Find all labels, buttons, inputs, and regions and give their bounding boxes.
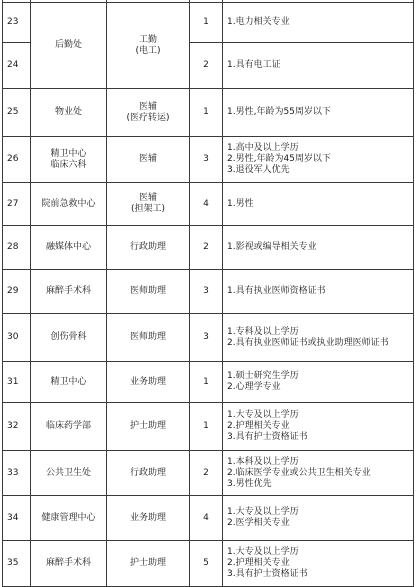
row-number xyxy=(3,541,30,586)
count-cell xyxy=(190,270,222,313)
department-cell xyxy=(31,362,106,402)
department-cell-text: 公共卫生处 xyxy=(45,467,91,478)
position-cell-text: 业务助理 xyxy=(129,512,166,523)
department-cell xyxy=(31,137,106,182)
department-cell xyxy=(31,403,106,450)
row-number xyxy=(3,137,30,182)
requirements-cell xyxy=(223,3,413,42)
count-cell-text: 3 xyxy=(203,286,209,296)
position-cell xyxy=(107,226,189,269)
row-number-text: 35 xyxy=(7,558,19,568)
requirements-cell xyxy=(223,43,413,88)
requirements-cell-line: 2.临床医学专业或公共卫生相关专业 xyxy=(227,467,371,478)
requirements-cell xyxy=(223,89,413,136)
requirements-cell-line: 3.男性优先 xyxy=(227,478,272,489)
requirements-cell-line: 2.护理相关专业 xyxy=(227,421,290,431)
department-cell-text: 院前急救中心 xyxy=(41,198,96,209)
position-cell-text: 医辅 xyxy=(138,154,157,164)
row-number-text: 33 xyxy=(7,467,19,478)
requirements-cell xyxy=(223,362,413,402)
department-cell-text: 健康管理中心 xyxy=(41,512,96,523)
requirements-cell-line: 2.具有执业医师证书或执业助理医师证书 xyxy=(227,337,389,348)
requirements-cell-line: 3.具有护士资格证书 xyxy=(227,569,308,579)
requirements-cell xyxy=(223,183,413,225)
row-number-text: 26 xyxy=(7,154,19,164)
position-cell xyxy=(107,183,189,225)
position-cell xyxy=(107,496,189,540)
requirements-cell xyxy=(223,314,413,361)
requirements-cell xyxy=(223,451,413,495)
department-cell-text: 临床药学部 xyxy=(45,421,91,431)
requirements-cell-line: 1.硕士研究生学历 xyxy=(227,371,299,381)
count-cell-text: 2 xyxy=(203,242,209,252)
row-number xyxy=(3,496,30,540)
position-cell-text: 行政助理 xyxy=(129,467,166,478)
position-cell xyxy=(107,403,189,450)
requirements-cell-line: 1.大专及以上学历 xyxy=(227,507,299,517)
requirements-cell-line: 1.高中及以上学历 xyxy=(227,143,299,153)
department-cell xyxy=(31,541,106,586)
count-cell-text: 2 xyxy=(203,467,209,478)
count-cell-text: 1 xyxy=(203,376,209,387)
position-cell xyxy=(107,270,189,313)
count-cell-text: 1 xyxy=(203,17,209,27)
position-cell xyxy=(107,137,189,182)
department-cell-text: 融媒体中心 xyxy=(45,242,91,252)
requirements-cell-line: 1.具有电工证 xyxy=(227,60,281,70)
row-number xyxy=(3,3,30,42)
row-number-text: 24 xyxy=(7,60,19,70)
requirements-cell-line: 2.男性,年龄为45周岁以下 xyxy=(227,154,331,164)
requirements-cell xyxy=(223,226,413,269)
position-cell xyxy=(107,541,189,586)
row-number xyxy=(3,183,30,225)
count-cell xyxy=(190,403,222,450)
count-cell xyxy=(190,314,222,361)
position-cell-text: 工勤 xyxy=(138,34,157,45)
count-cell-text: 3 xyxy=(203,332,209,342)
requirements-cell xyxy=(223,403,413,450)
row-number xyxy=(3,226,30,269)
row-number-text: 30 xyxy=(7,332,19,342)
count-cell xyxy=(190,496,222,540)
count-cell-text: 4 xyxy=(203,512,209,523)
count-cell xyxy=(190,89,222,136)
row-number xyxy=(3,403,30,450)
row-number-text: 32 xyxy=(7,421,19,431)
row-number-text: 28 xyxy=(7,242,19,252)
department-cell-text: 后勤处 xyxy=(54,40,82,50)
requirements-cell-line: 1.本科及以上学历 xyxy=(227,456,299,467)
count-cell-text: 3 xyxy=(203,154,209,164)
requirements-cell-line: 2.医学相关专业 xyxy=(227,518,290,528)
department-cell-text: 精卫中心 xyxy=(50,376,87,387)
row-number xyxy=(3,89,30,136)
requirements-cell-line: 1.专科及以上学历 xyxy=(227,326,299,337)
count-cell-text: 2 xyxy=(203,60,209,70)
position-cell-text: (电工) xyxy=(135,45,161,56)
requirements-cell-line: 1.影视或编导相关专业 xyxy=(227,242,317,252)
department-cell xyxy=(31,3,106,88)
count-cell xyxy=(190,451,222,495)
row-number-text: 25 xyxy=(7,107,19,117)
position-cell xyxy=(107,3,189,88)
row-number xyxy=(3,43,30,88)
requirements-cell-line: 2.心理学专业 xyxy=(227,382,281,392)
position-cell xyxy=(107,362,189,402)
position-cell-text: 业务助理 xyxy=(129,376,166,387)
count-cell-text: 4 xyxy=(203,198,209,209)
position-cell-text: 护士助理 xyxy=(129,421,166,431)
count-cell-text: 5 xyxy=(203,558,209,568)
requirements-cell-line: 3.具有护士资格证书 xyxy=(227,432,308,442)
position-cell-text: (担架工) xyxy=(130,204,166,214)
position-cell-text: 医辅 xyxy=(138,193,157,203)
requirements-cell-line: 1.大专及以上学历 xyxy=(227,547,299,557)
count-cell xyxy=(190,226,222,269)
requirements-cell-line: 1.电力相关专业 xyxy=(227,17,290,27)
row-number-text: 34 xyxy=(7,512,19,523)
count-cell xyxy=(190,43,222,88)
position-cell xyxy=(107,89,189,136)
count-cell xyxy=(190,183,222,225)
department-cell xyxy=(31,183,106,225)
position-cell-text: 医师助理 xyxy=(129,286,166,296)
department-cell-text: 麻醉手术科 xyxy=(45,286,91,296)
requirements-cell-line: 1.大专及以上学历 xyxy=(227,410,299,420)
count-cell-text: 1 xyxy=(203,107,209,117)
row-number xyxy=(3,314,30,361)
requirements-cell xyxy=(223,496,413,540)
count-cell xyxy=(190,541,222,586)
department-cell-text: 麻醉手术科 xyxy=(45,558,91,568)
position-cell-text: 行政助理 xyxy=(129,242,166,252)
row-number-text: 27 xyxy=(7,198,19,209)
row-number-text: 23 xyxy=(7,17,19,27)
requirements-cell xyxy=(223,137,413,182)
row-number xyxy=(3,270,30,313)
count-cell-text: 1 xyxy=(203,421,209,431)
position-cell xyxy=(107,314,189,361)
department-cell xyxy=(31,89,106,136)
requirements-cell-line: 1.男性,年龄为55周岁以下 xyxy=(227,107,331,117)
column-divider xyxy=(413,0,414,587)
position-cell-text: (医疗转运) xyxy=(126,112,170,123)
requirements-cell xyxy=(223,270,413,313)
row-number xyxy=(3,451,30,495)
row-number xyxy=(3,362,30,402)
count-cell xyxy=(190,362,222,402)
row-number-text: 31 xyxy=(7,376,19,387)
position-cell-text: 护士助理 xyxy=(129,558,166,568)
requirements-cell-line: 1.具有执业医师资格证书 xyxy=(227,286,326,296)
department-cell xyxy=(31,314,106,361)
department-cell-text: 物业处 xyxy=(54,107,82,117)
requirements-cell xyxy=(223,541,413,586)
department-cell xyxy=(31,496,106,540)
position-cell-text: 医师助理 xyxy=(129,332,166,342)
requirements-cell-line: 1.男性 xyxy=(227,198,254,209)
department-cell-text: 临床六科 xyxy=(50,159,87,170)
count-cell xyxy=(190,3,222,42)
department-cell xyxy=(31,270,106,313)
position-cell xyxy=(107,451,189,495)
department-cell-text: 精卫中心 xyxy=(50,148,87,159)
department-cell xyxy=(31,451,106,495)
requirements-cell-line: 2.护理相关专业 xyxy=(227,558,290,568)
count-cell xyxy=(190,137,222,182)
requirements-cell-line: 3.退役军人优先 xyxy=(227,165,290,175)
row-number-text: 29 xyxy=(7,286,19,296)
position-cell-text: 医辅 xyxy=(138,101,157,112)
department-cell xyxy=(31,226,106,269)
department-cell-text: 创伤骨科 xyxy=(50,332,87,342)
